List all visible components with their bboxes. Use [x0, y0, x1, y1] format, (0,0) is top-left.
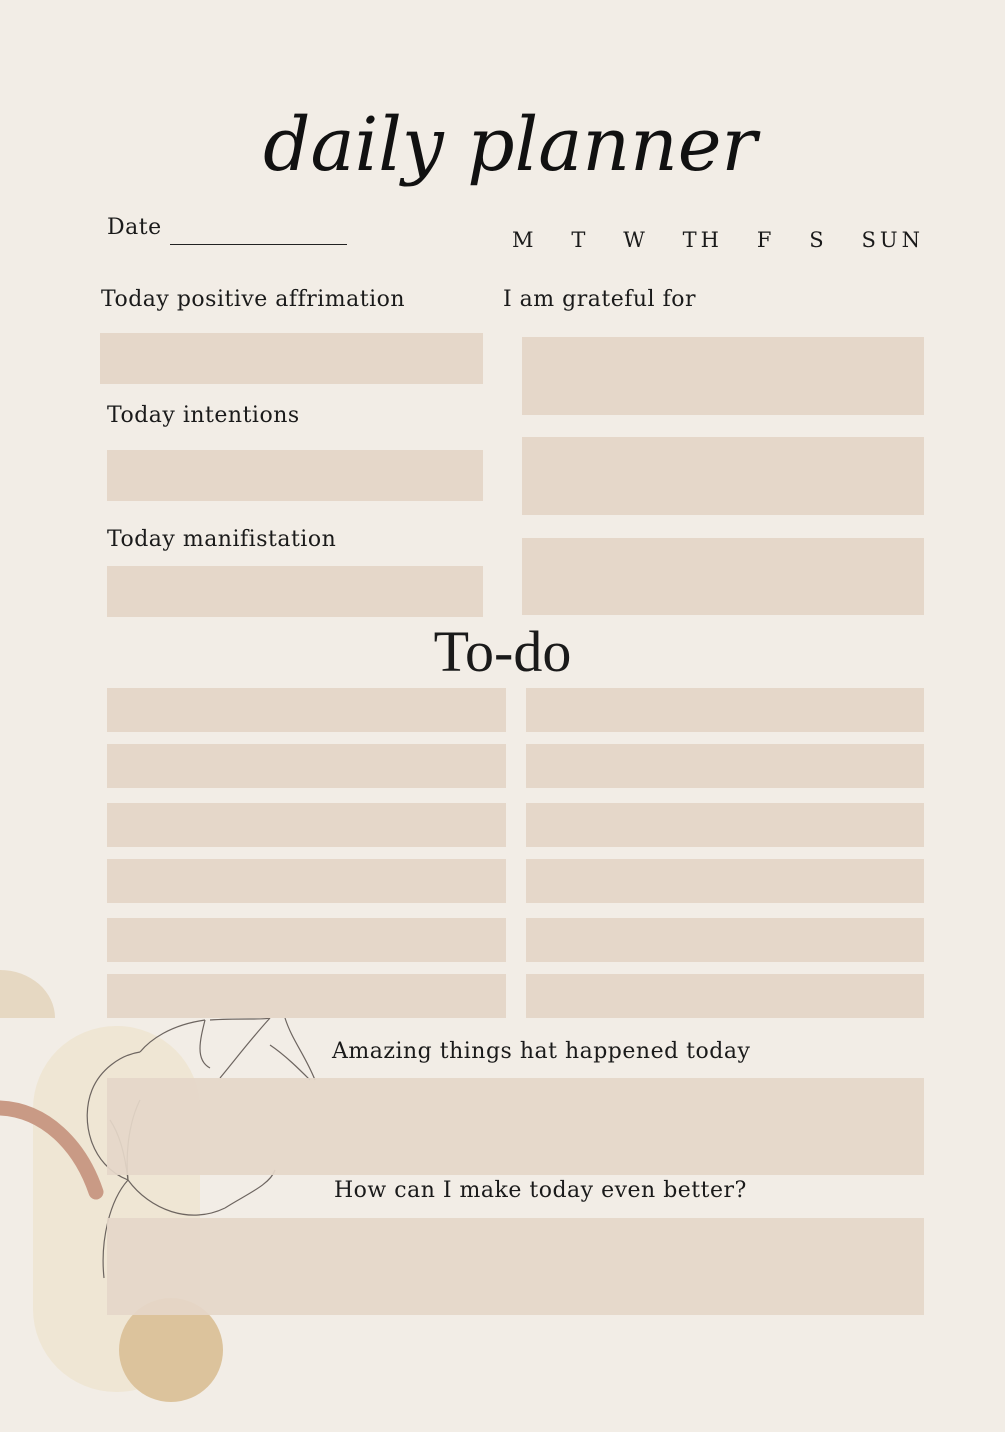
weekday-selector [512, 228, 924, 252]
better-today-field[interactable] [107, 1218, 924, 1315]
todo-item-left-5[interactable] [107, 918, 506, 962]
todo-item-left-3[interactable] [107, 803, 506, 847]
todo-item-left-4[interactable] [107, 859, 506, 903]
decor-half-circle [0, 970, 55, 1018]
planner-title [263, 78, 757, 238]
todo-item-right-1[interactable] [526, 688, 924, 732]
todo-item-right-4[interactable] [526, 859, 924, 903]
day-t[interactable]: T [571, 228, 590, 252]
todo-item-right-6[interactable] [526, 974, 924, 1018]
date-input-line[interactable] [170, 244, 347, 245]
grateful-field-1[interactable] [522, 337, 924, 415]
intentions-label: Today intentions [107, 403, 300, 428]
day-m[interactable]: M [512, 228, 538, 252]
todo-item-left-1[interactable] [107, 688, 506, 732]
affirmation-field[interactable] [100, 333, 483, 384]
grateful-field-2[interactable] [522, 437, 924, 515]
amazing-things-label: Amazing things hat happened today [332, 1039, 751, 1064]
day-sun[interactable]: SUN [861, 228, 924, 252]
todo-item-left-2[interactable] [107, 744, 506, 788]
todo-item-left-6[interactable] [107, 974, 506, 1018]
todo-heading: To-do [433, 619, 572, 684]
todo-item-right-5[interactable] [526, 918, 924, 962]
day-w[interactable]: W [623, 228, 649, 252]
day-s[interactable]: S [809, 228, 828, 252]
amazing-things-field[interactable] [107, 1078, 924, 1175]
day-f[interactable]: F [756, 228, 776, 252]
day-th[interactable]: TH [682, 228, 723, 252]
date-label: Date [107, 215, 162, 240]
affirmation-label: Today positive affrimation [101, 287, 406, 312]
planner-title-text: daily planner [263, 102, 757, 188]
grateful-label: I am grateful for [503, 287, 696, 312]
manifestation-label: Today manifistation [107, 527, 337, 552]
todo-item-right-2[interactable] [526, 744, 924, 788]
intentions-field[interactable] [107, 450, 483, 501]
todo-item-right-3[interactable] [526, 803, 924, 847]
manifestation-field[interactable] [107, 566, 483, 617]
better-today-label: How can I make today even better? [334, 1178, 747, 1203]
decorative-leaf-illustration [0, 960, 330, 1432]
grateful-field-3[interactable] [522, 538, 924, 615]
